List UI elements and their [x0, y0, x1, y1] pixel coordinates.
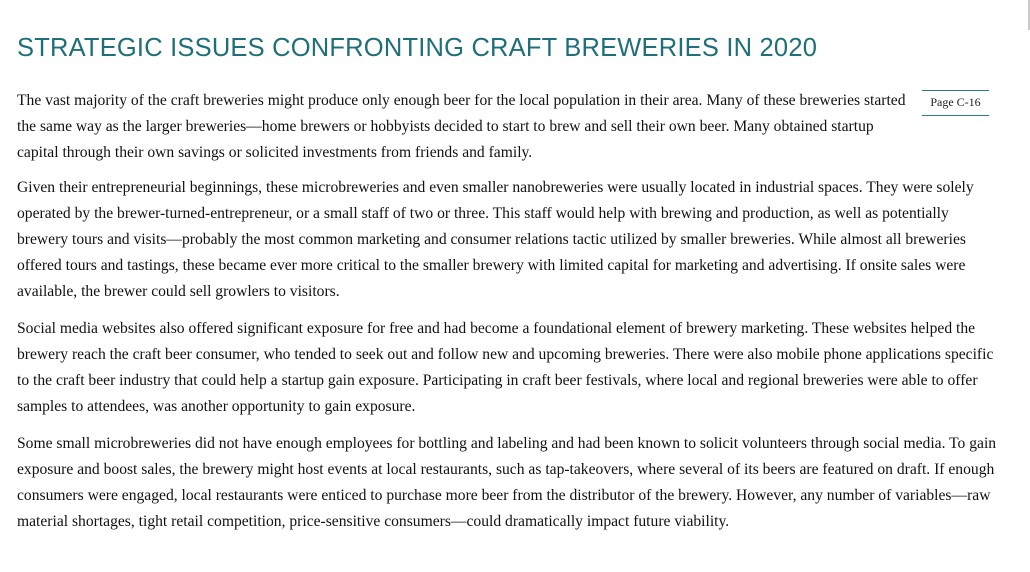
paragraph-2: Given their entrepreneurial beginnings, these microbreweries and even smaller nanobreweries were usually located in industrial spaces. They were solely operated by the brewer-turned-entrepreneur, or a small staff of two or three. This staff would help with brewing and production, as well as potentially brewery tours and visits—probably the most common marketing and consumer relations tactic utilized by smaller breweries. While almost all breweries offered tours and tastings, these became ever more critical to the smaller brewery with limited capital for marketing and advertising. If onsite sales were available, the brewer could sell growlers to visitors. — [17, 179, 974, 300]
paragraph-1: The vast majority of the craft breweries might produce only enough beer for the local population in their area. Many of these breweries started the same way as the larger breweries—home brewers or hobbyists decided to start to brew and sell their own beer. Many obtained startup capital through their own savings or solicited investments from friends and family. — [17, 92, 906, 161]
paragraph-3: Social media websites also offered significant exposure for free and had become a foundational element of brewery marketing. These websites helped the brewery reach the craft beer consumer, who tended to seek out and follow new and upcoming breweries. There were also mobile phone applications specific to the craft beer industry that could help a startup gain exposure. Participating in craft beer festivals, where local and regional breweries were able to offer samples to attendees, was another opportunity to gain exposure. — [17, 320, 994, 415]
section-title: STRATEGIC ISSUES CONFRONTING CRAFT BREWERIES IN 2020 — [17, 34, 818, 62]
paragraph-4: Some small microbreweries did not have enough employees for bottling and labeling and had been known to solicit volunteers through social media. To gain exposure and boost sales, the brewery might host events at local restaurants, such as tap-takeovers, where several of its beers are featured on draft. If enough consumers were engaged, local restaurants were enticed to purchase more beer from the distributor of the brewery. However, any number of variables—raw material shortages, tight retail competition, price-sensitive consumers—could dramatically impact future viability. — [17, 435, 997, 530]
page-reference-box: Page C-16 — [922, 90, 989, 116]
